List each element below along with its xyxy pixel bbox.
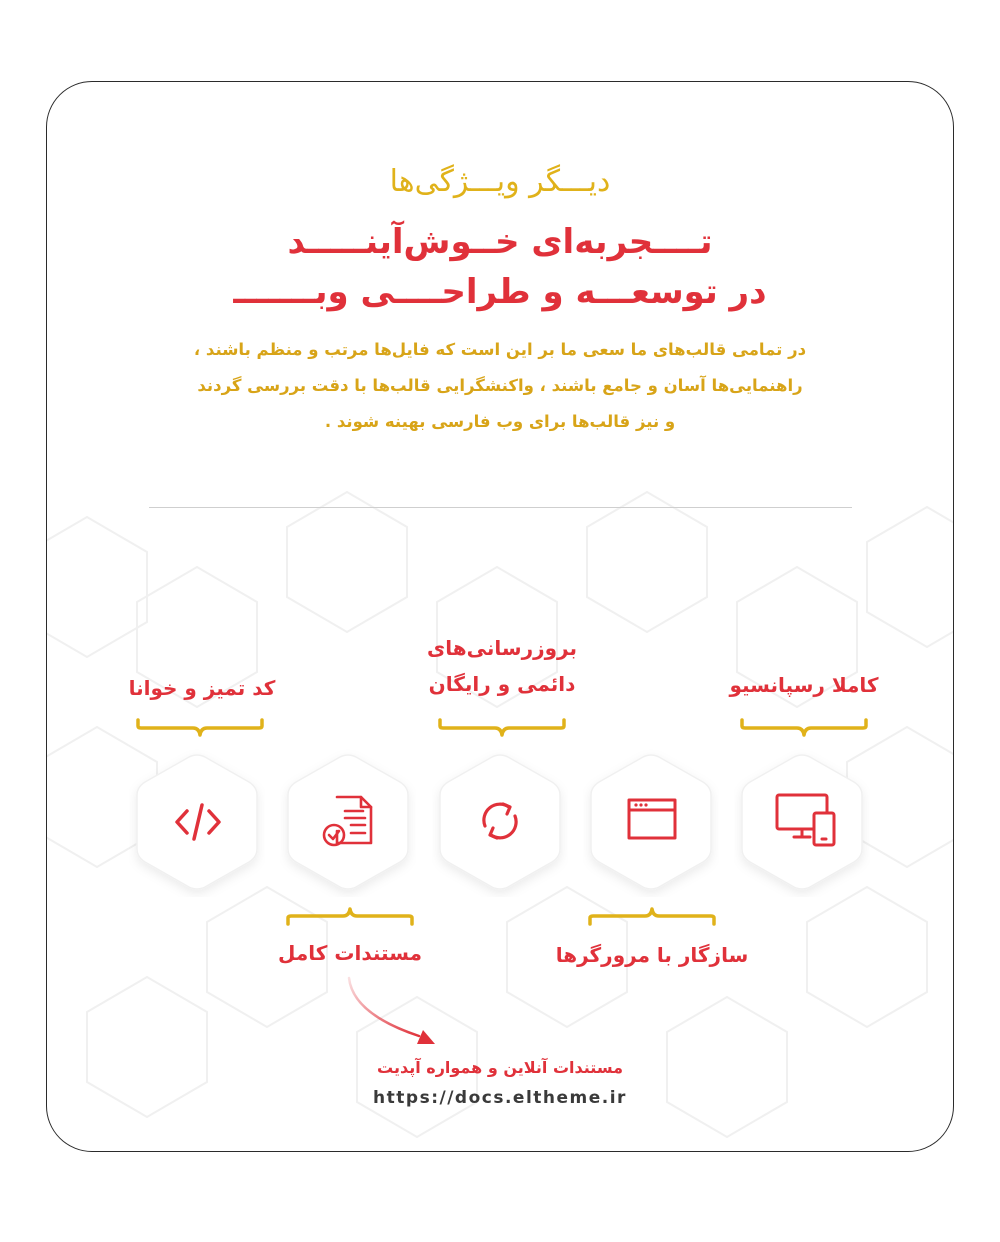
browser-window-icon (626, 796, 678, 844)
docs-caption: مستندات آنلاین و همواره آپدیت (377, 1058, 623, 1077)
bracket-documentation (285, 906, 415, 926)
headline-line-1: تــــجربه‌ای خــوش‌آینـــــد (287, 222, 713, 262)
refresh-icon (475, 796, 525, 846)
bracket-responsive (739, 718, 869, 738)
document-check-icon (321, 793, 377, 849)
bracket-clean-code (135, 718, 265, 738)
feature-label-browsers: سازگار با مرورگرها (555, 943, 749, 967)
section-divider (149, 507, 852, 508)
curved-arrow-icon (337, 974, 447, 1054)
feature-label-documentation: مستندات کامل (278, 941, 422, 965)
description-line-3: و نیز قالب‌ها برای وب فارسی بهینه شوند . (324, 412, 676, 431)
bracket-browsers (587, 906, 717, 926)
devices-icon (774, 791, 838, 849)
description-line-1: در تمامی قالب‌های ما سعی ما بر این است که فایل‌ها مرتب و منظم باشند ، (193, 340, 807, 359)
feature-label-free-updates-line-2: دائمی و رایگان (428, 672, 576, 696)
feature-card (46, 81, 954, 1152)
eyebrow-title: دیـــگر ویـــژگی‌ها (389, 164, 611, 199)
code-icon (173, 797, 223, 847)
description-line-2: راهنمایی‌ها آسان و جامع باشند ، واکنشگرایی قالب‌ها با دقت بررسی گردند (197, 376, 803, 395)
description (107, 332, 893, 440)
feature-label-responsive: کاملا رسپانسیو (729, 673, 879, 697)
docs-url-link[interactable]: https://docs.eltheme.ir (373, 1088, 627, 1108)
headline-line-2: در توسعـــه و طراحــــی وبـــــــ (233, 272, 767, 312)
feature-label-free-updates (397, 630, 607, 702)
feature-label-clean-code: کد تمیز و خوانا (128, 676, 276, 700)
bracket-free-updates (437, 718, 567, 738)
feature-label-free-updates-line-1: بروزرسانی‌های (426, 636, 578, 660)
